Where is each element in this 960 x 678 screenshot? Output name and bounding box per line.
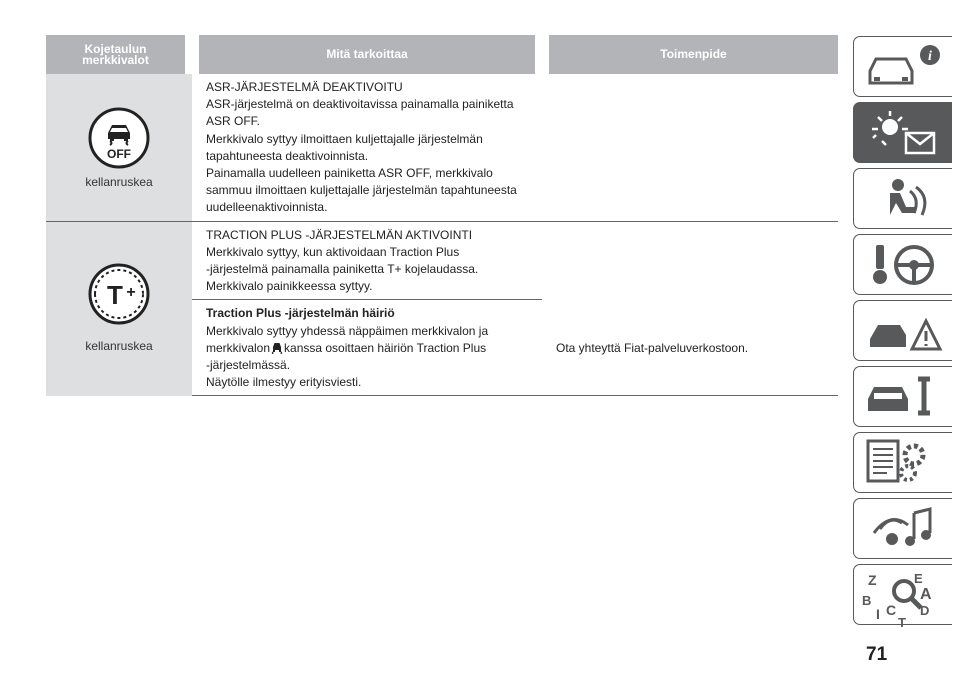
svg-text:T: T [898,615,906,629]
tab-multimedia[interactable] [853,498,952,559]
warning-light-envelope-icon [860,107,950,159]
traction-plus-icon [87,262,151,326]
page-number: 71 [866,644,888,665]
car-info-icon [860,41,950,93]
lamp-color-label: kellanruskea [85,175,153,189]
svg-text:D: D [920,603,930,618]
action-cell [542,74,838,221]
lamp-cell [46,221,192,396]
table-row [46,221,838,300]
index-search-icon [860,569,950,629]
svg-text:Z: Z [868,572,877,588]
warning-lights-table [46,35,838,396]
tab-emergency[interactable] [853,300,952,361]
tab-index[interactable] [853,564,952,629]
header-dashboard-lights: Kojetaulun merkkivalot [46,35,192,74]
esc-warning-icon [271,341,283,354]
svg-text:E: E [914,571,923,586]
svg-text:C: C [886,602,897,618]
svg-text:T: T [107,279,123,310]
esc-off-icon [87,106,151,170]
specs-gears-icon [860,437,950,489]
seat-safety-icon [860,173,950,225]
table-header-row [46,35,838,74]
tab-warning-lights[interactable] [853,102,952,163]
tab-technical-data[interactable] [853,432,952,493]
header-meaning: Mitä tarkoittaa [192,35,542,74]
key-steering-wheel-icon [860,239,950,291]
lamp-cell [46,74,192,221]
table-row [46,74,838,221]
car-crash-warning-icon [860,305,950,357]
svg-text:I: I [876,606,880,622]
meaning-cell: Traction Plus -järjestelmän häiriö Merkkivalo syttyy yhdessä näppäimen merkkivalon ja merkkivalon kanssa osoittaen häiriön Traction Plus -järjestelmässä. Näytölle ilmestyy erityisviesti. [192,300,542,396]
meaning-cell: TRACTION PLUS -JÄRJESTELMÄN AKTIVOINTI Merkkivalo syttyy, kun aktivoidaan Traction Plus -järjestelmä painamalla painiketta T+ kojelaudassa. Merkkivalo painikkeessa syttyy. [192,221,542,300]
action-cell [542,221,838,300]
meaning-cell: ASR-JÄRJESTELMÄ DEAKTIVOITU ASR-järjestelmä on deaktivoitavissa painamalla painiketta ASR OFF. Merkkivalo syttyy ilmoittaen kuljettajalle järjestelmän tapahtuneesta deaktivoinnista. Painamalla uudelleen painiketta ASR OFF, merkkivalo sammuu ilmoittaen kuljettajalle järjestelmän tapahtuneesta uudelleenaktivoinnista. [192,74,542,221]
svg-text:+: + [126,283,136,301]
fault-title: Traction Plus -järjestelmän häiriö [206,306,395,321]
tab-car-info[interactable] [853,36,952,97]
lamp-color-label: kellanruskea [85,338,153,353]
tab-maintenance[interactable] [853,366,952,427]
header-action: Toimenpide [542,35,838,74]
multimedia-icon [860,503,950,555]
action-cell: Ota yhteyttä Fiat-palveluverkostoon. [542,300,838,396]
svg-text:i: i [928,49,932,64]
svg-text:A: A [920,586,932,603]
tab-starting-driving[interactable] [853,234,952,295]
tab-safety[interactable] [853,168,952,229]
svg-text:B: B [862,593,872,608]
car-wrench-icon [860,371,950,423]
svg-text:OFF: OFF [107,147,131,161]
